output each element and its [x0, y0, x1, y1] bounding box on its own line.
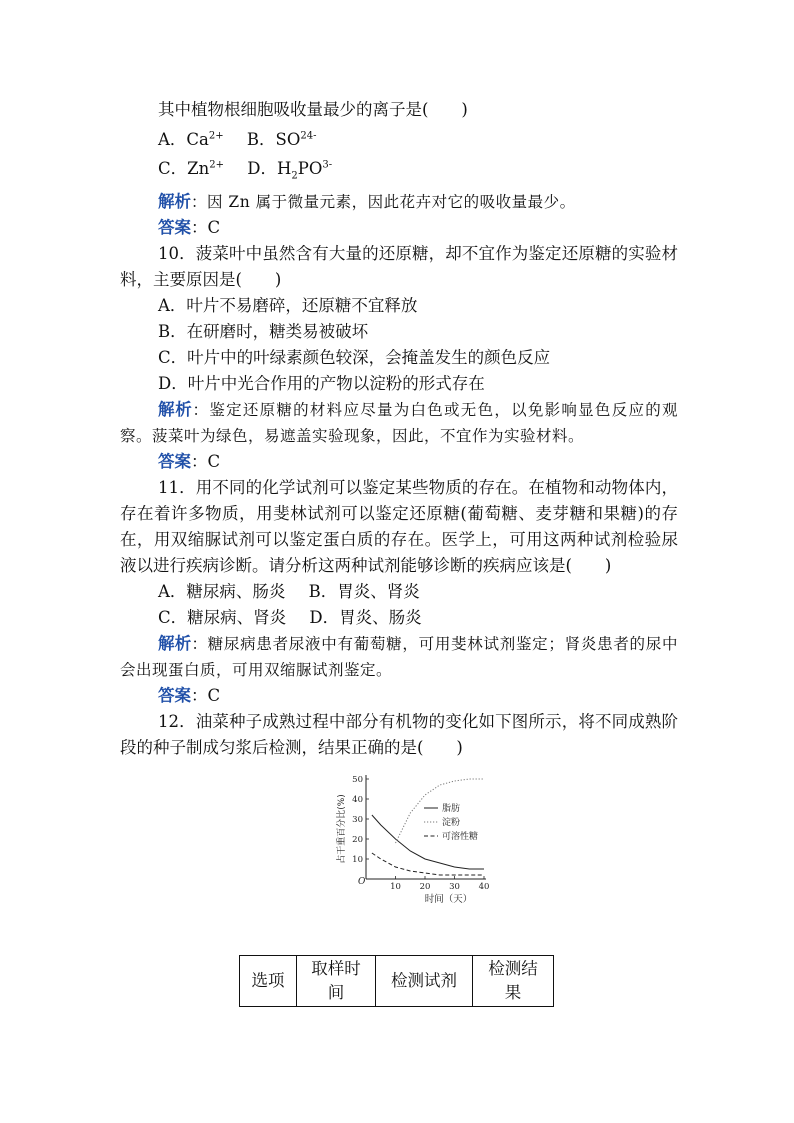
- series-line-2: [372, 853, 484, 875]
- q11-stem: 11．用不同的化学试剂可以鉴定某些物质的存在。在植物和动物体内，存在着许多物质，用斐林试剂可以鉴定还原糖(葡萄糖、麦芽糖和果糖)的存在，用双缩脲试剂可以鉴定蛋白质的存在。医学上，可用这两种试剂检验尿液以进行疾病诊断。请分析这两种试剂能够诊断的疾病应该是( ): [120, 478, 678, 576]
- q11-options-row2: [120, 605, 678, 631]
- q10-option-b: B．在研磨时，糖类易被破坏: [158, 322, 369, 342]
- q11-explanation: 解析：糖尿病患者尿液中有葡萄糖，可用斐林试剂鉴定；肾炎患者的尿中会出现蛋白质，可用双缩脲试剂鉴定。: [120, 634, 678, 680]
- origin-label: O: [358, 877, 366, 888]
- q11-option-c: C．糖尿病、肾炎: [158, 608, 287, 628]
- q10-option-c: C．叶片中的叶绿素颜色较深，会掩盖发生的颜色反应: [158, 348, 551, 368]
- q11-option-b: B．胃炎、肾炎: [308, 582, 420, 602]
- q9-explanation: 解析：因 Zn 属于微量元素，因此花卉对它的吸收量最少。: [158, 192, 576, 212]
- x-tick-label: 20: [419, 882, 431, 893]
- y-tick-label: 10: [352, 855, 363, 866]
- q9-options-row1: [120, 123, 678, 153]
- answer-label: 答案: [158, 218, 191, 238]
- x-tick-label: 40: [478, 882, 490, 893]
- q10-answer: 答案：C: [158, 452, 221, 472]
- q10-explanation: 解析：鉴定还原糖的材料应尽量为白色或无色，以免影响显色反应的观察。菠菜叶为绿色，易遮盖实验现象，因此，不宜作为实验材料。: [120, 400, 679, 446]
- q10-option-d: D．叶片中光合作用的产物以淀粉的形式存在: [158, 374, 485, 394]
- q9-options-row2: [120, 153, 678, 190]
- q11-options-row1: [120, 579, 678, 605]
- q9-stem: 其中植物根细胞吸收量最少的离子是( ): [158, 100, 468, 119]
- y-tick-label: 50: [352, 775, 363, 786]
- q9-option-a: A．$Ca^{2+}$: [158, 129, 224, 149]
- x-axis-label: 时间（天）: [424, 894, 473, 906]
- result-table: [239, 955, 554, 1007]
- table-header-time: 取样时 间: [297, 956, 376, 1007]
- x-tick-label: 30: [449, 882, 460, 893]
- legend-label: 脂肪: [442, 804, 461, 815]
- q10-stem: 10．菠菜叶中虽然含有大量的还原糖，却不宜作为鉴定还原糖的实验材料，主要原因是( ): [120, 244, 679, 290]
- q12-stem: 12．油菜种子成熟过程中部分有机物的变化如下图所示，将不同成熟阶段的种子制成匀浆后检测，结果正确的是( ): [120, 712, 678, 758]
- line-chart: [320, 769, 500, 919]
- legend-label: 可溶性糖: [442, 832, 479, 843]
- table-header-reagent: 检测试剂: [376, 956, 473, 1007]
- y-tick-label: 30: [352, 815, 363, 826]
- q9-option-d: D．$H_2PO^{3-}$: [247, 159, 333, 182]
- series-line-0: [372, 815, 484, 869]
- q11-answer: 答案：C: [158, 686, 221, 706]
- explanation-label: 解析: [158, 192, 191, 212]
- q10-option-a: A．叶片不易磨碎，还原糖不宜释放: [158, 296, 418, 316]
- q9-option-c: C．$Zn^{2+}$: [158, 159, 224, 178]
- q9-option-b: B．$SO^{24-}$: [246, 129, 317, 149]
- table-header-row: [240, 956, 554, 1007]
- y-tick-label: 40: [352, 795, 363, 806]
- q11-option-d: D．胃炎、肠炎: [309, 608, 422, 628]
- q11-option-a: A．糖尿病、肠炎: [158, 582, 286, 602]
- question-content: [120, 97, 678, 919]
- x-tick-label: 10: [390, 882, 401, 893]
- y-axis-label: 占干重百分比(%): [337, 794, 347, 865]
- q9-answer: 答案：C: [158, 218, 221, 238]
- table-header-result: 检测结 果: [473, 956, 554, 1007]
- seed-maturation-chart: [120, 769, 678, 919]
- table-header-option: 选项: [240, 956, 297, 1007]
- y-tick-label: 20: [352, 835, 363, 846]
- legend-label: 淀粉: [442, 818, 461, 829]
